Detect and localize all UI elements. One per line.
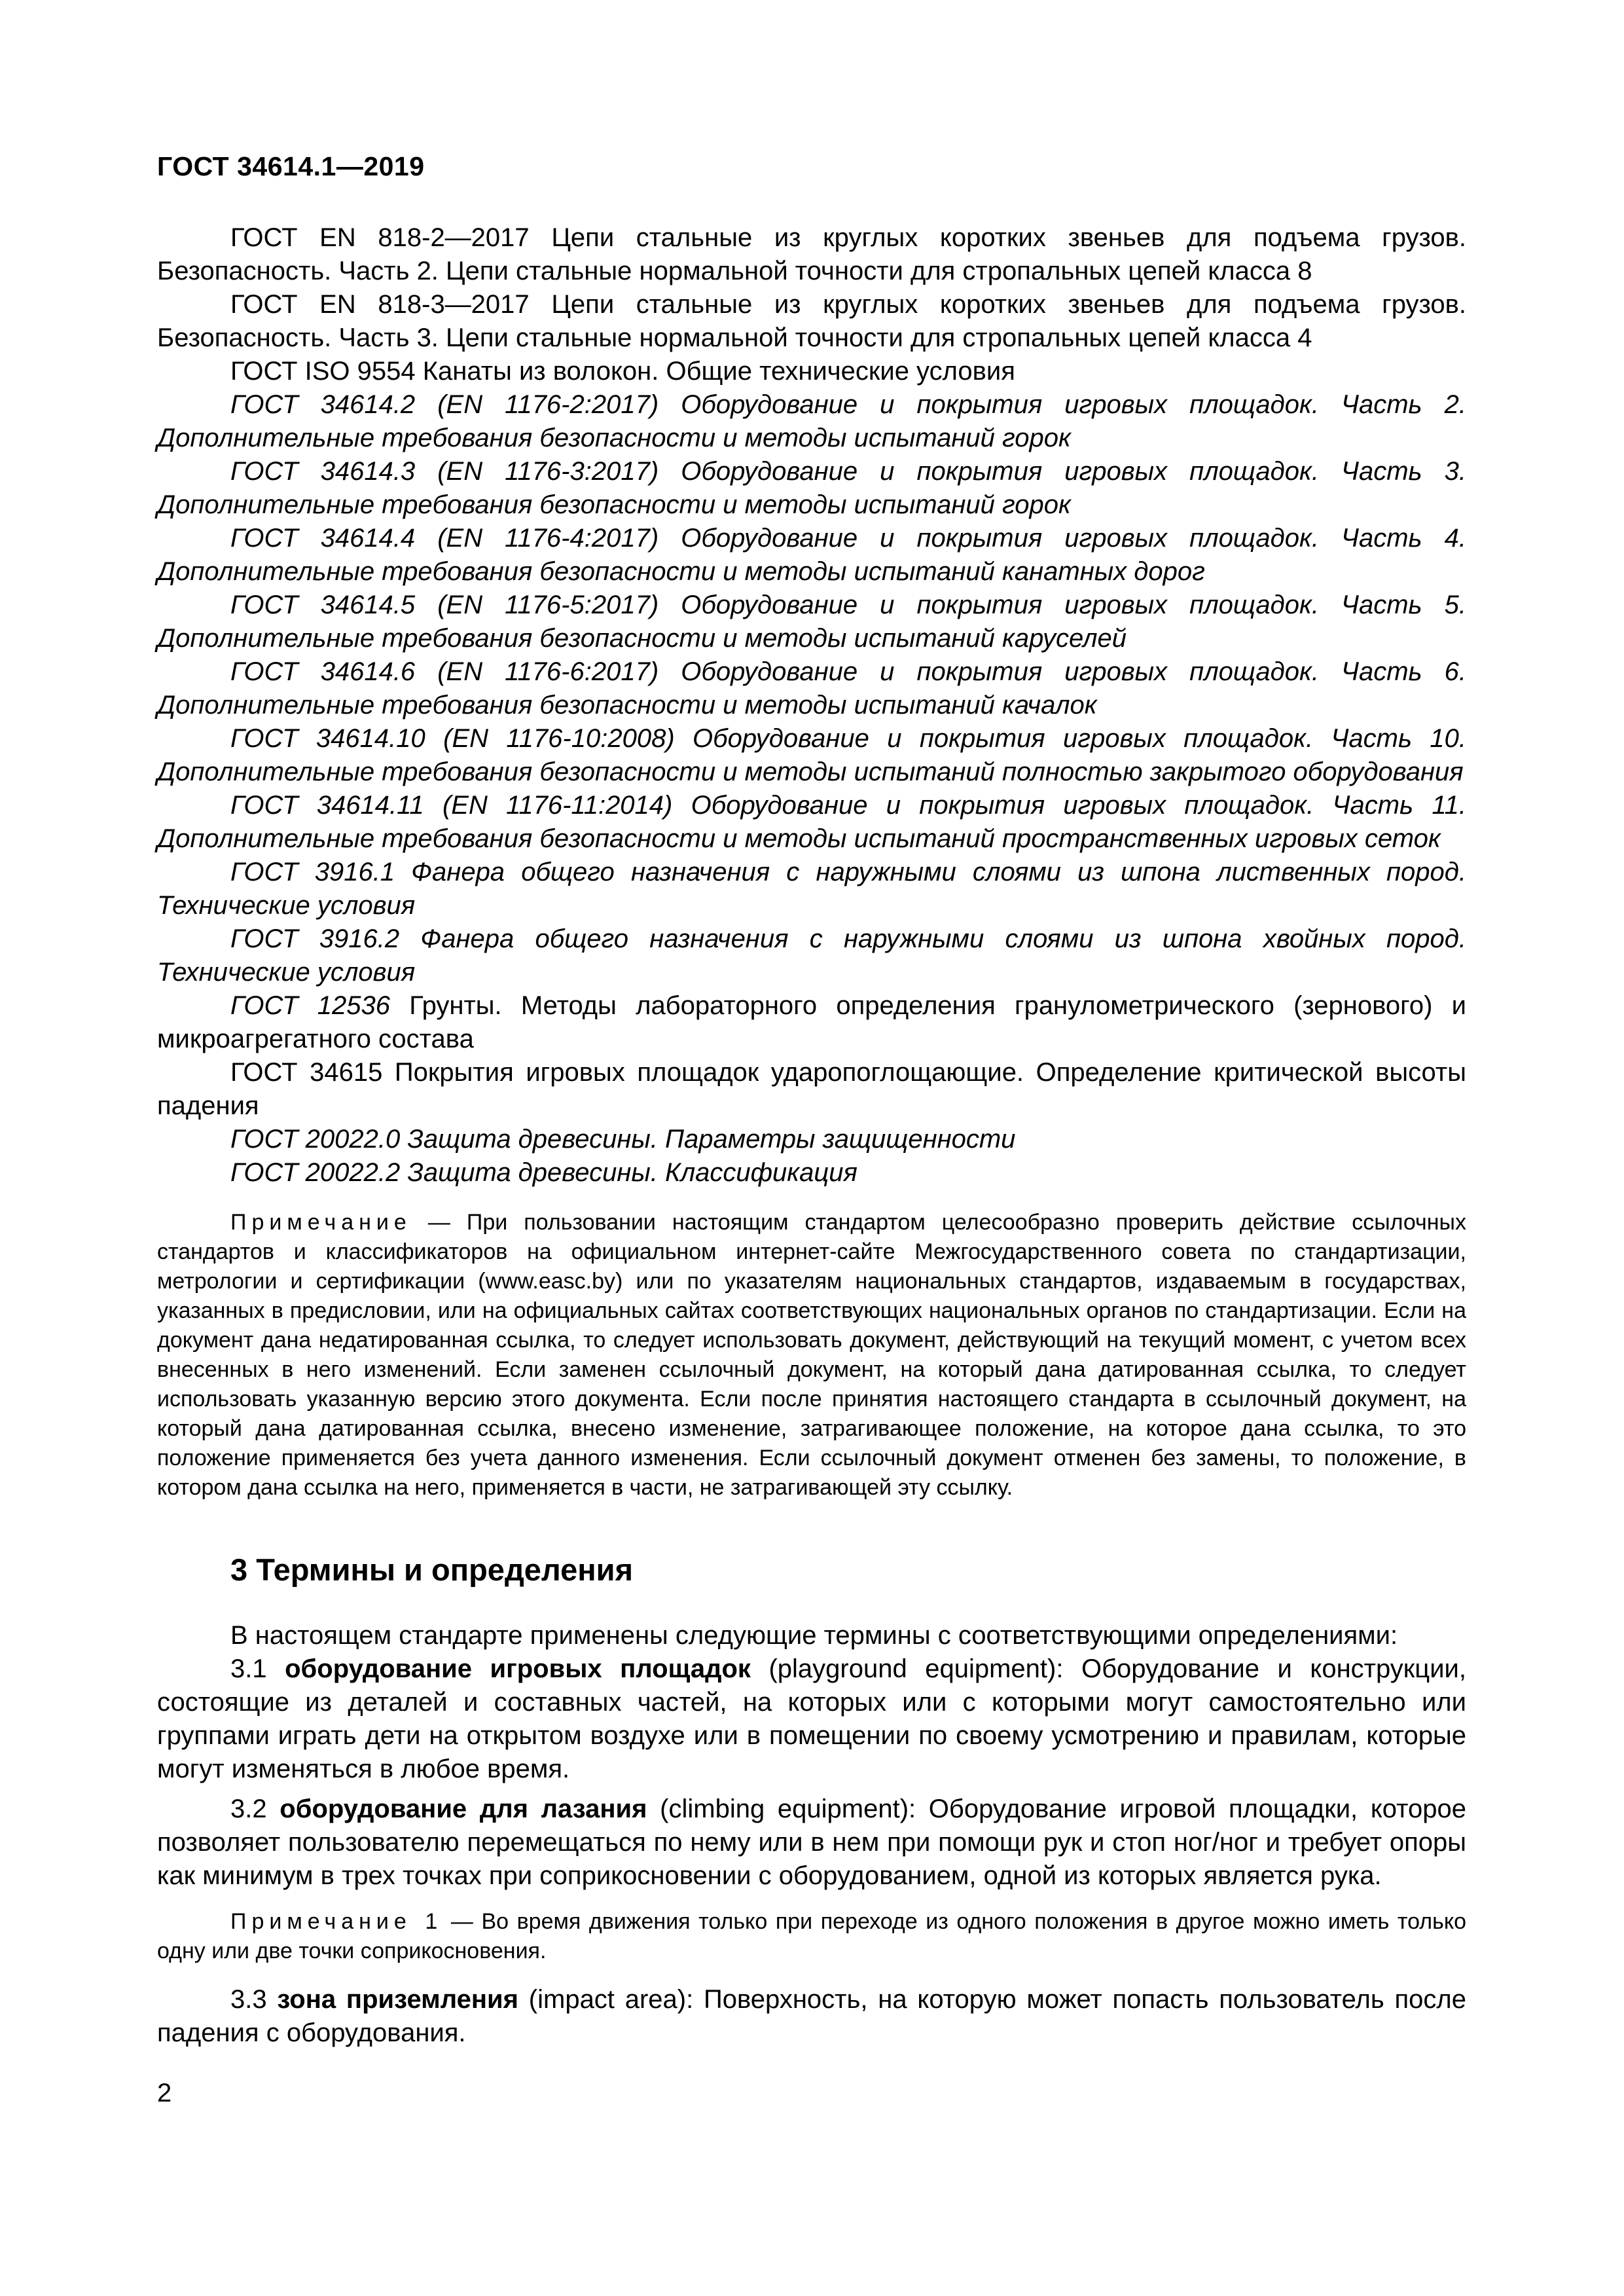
reference-title: Защита древесины. Классификация bbox=[400, 1158, 857, 1187]
note-label: Примечание bbox=[230, 1210, 412, 1235]
definition-term: оборудование игровых площадок bbox=[285, 1654, 751, 1683]
reference-entry bbox=[157, 989, 1466, 1056]
reference-entry bbox=[157, 221, 1466, 288]
reference-entry bbox=[157, 789, 1466, 856]
definition-term: зона приземления bbox=[277, 1985, 518, 2014]
definition-text: (playground equipment): Оборудование и конструкции, состоящие из деталей и составных частей, на которых или с которыми могут самостоятельно или группами играть дети на открытом воздухе или в помещении по своему усмотрению и правилам, которые могут изменяться в любое время. bbox=[157, 1654, 1466, 1783]
reference-title: Оборудование и покрытия игровых площадок. Часть 4. Дополнительные требования безопасности и методы испытаний канатных дорог bbox=[157, 524, 1466, 586]
reference-code: ГОСТ 3916.2 bbox=[230, 924, 400, 953]
reference-code: ГОСТ 34615 bbox=[230, 1058, 383, 1087]
reference-title: Цепи стальные из круглых коротких звеньев для подъема грузов. Безопасность. Часть 3. Цепи стальные нормальной точности для стропальных цепей класса 4 bbox=[157, 290, 1466, 352]
reference-title: Цепи стальные из круглых коротких звеньев для подъема грузов. Безопасность. Часть 2. Цепи стальные нормальной точности для стропальных цепей класса 8 bbox=[157, 223, 1466, 285]
definition-note bbox=[157, 1907, 1466, 1966]
reference-code: ГОСТ 34614.3 (EN 1176-3:2017) bbox=[230, 457, 659, 486]
note-text: — Во время движения только при переходе из одного положения в другое можно иметь только одну или две точки соприкосновения. bbox=[157, 1909, 1467, 1963]
definition-number: 3.2 bbox=[230, 1795, 280, 1823]
reference-entry bbox=[157, 355, 1466, 388]
reference-code: ГОСТ EN 818-2—2017 bbox=[230, 223, 530, 252]
reference-entry bbox=[157, 388, 1466, 455]
reference-entry bbox=[157, 922, 1466, 989]
reference-entry bbox=[157, 1156, 1466, 1190]
reference-code: ГОСТ EN 818-3—2017 bbox=[230, 290, 530, 319]
reference-title: Оборудование и покрытия игровых площадок. Часть 10. Дополнительные требования безопасности и методы испытаний полностью закрытого оборудования bbox=[157, 724, 1466, 786]
reference-title: Оборудование и покрытия игровых площадок. Часть 2. Дополнительные требования безопасности и методы испытаний горок bbox=[157, 390, 1466, 452]
references-note bbox=[157, 1208, 1466, 1503]
reference-code: ГОСТ 34614.4 (EN 1176-4:2017) bbox=[230, 524, 659, 553]
reference-entry bbox=[157, 655, 1466, 722]
definition-number: 3.1 bbox=[230, 1654, 285, 1683]
definition-text: (impact area): Поверхность, на которую может попасть пользователь после падения с оборудования. bbox=[157, 1985, 1467, 2047]
definition-item bbox=[157, 1652, 1466, 1786]
definition-term: оборудование для лазания bbox=[280, 1795, 647, 1823]
note-label: Примечание 1 bbox=[230, 1909, 443, 1934]
reference-code: ГОСТ 20022.2 bbox=[230, 1158, 401, 1187]
section-intro: В настоящем стандарте применены следующие термины с соответствующими определениями: bbox=[230, 1621, 1398, 1650]
reference-code: ГОСТ 34614.5 (EN 1176-5:2017) bbox=[230, 591, 659, 619]
reference-code: ГОСТ 34614.2 (EN 1176-2:2017) bbox=[230, 390, 659, 419]
document-header: ГОСТ 34614.1—2019 bbox=[157, 151, 425, 181]
reference-code: ГОСТ 34614.10 (EN 1176-10:2008) bbox=[230, 724, 675, 753]
reference-code: ГОСТ 3916.1 bbox=[230, 858, 395, 886]
reference-title: Канаты из волокон. Общие технические условия bbox=[415, 357, 1015, 386]
note-text: — При пользовании настоящим стандартом целесообразно проверить действие ссылочных стандартов и классификаторов на официальном интернет-сайте Межгосударственного совета по стандартизации, метрологии и сертификации (www.easc.by) или по указателям национальных стандартов, издаваемым в государствах, указанных в предисловии, или на официальных сайтах соответствующих национальных органов по стандартизации. Если на документ дана недатированная ссылка, то следует использовать документ, действующий на текущий момент, с учетом всех внесенных в него изменений. Если заменен ссылочный документ, на который дана датированная ссылка, то следует использовать указанную версию этого документа. Если после принятия настоящего стандарта в ссылочный документ, на который дана датированная ссылка, внесено изменение, затрагивающее положение, на которое дана ссылка, то это положение применяется без учета данного изменения. Если ссылочный документ отменен без замены, то положение, в котором дана ссылка на него, применяется в части, не затрагивающей эту ссылку. bbox=[157, 1210, 1466, 1500]
reference-title: Грунты. Методы лабораторного определения гранулометрического (зернового) и микроагрегатного состава bbox=[157, 991, 1466, 1053]
reference-entry bbox=[157, 455, 1466, 522]
reference-title: Оборудование и покрытия игровых площадок. Часть 3. Дополнительные требования безопасности и методы испытаний горок bbox=[157, 457, 1466, 519]
section-heading: 3 Термины и определения bbox=[230, 1552, 633, 1587]
reference-entry bbox=[157, 1056, 1466, 1123]
definition-item bbox=[157, 1793, 1466, 1893]
reference-title: Оборудование и покрытия игровых площадок. Часть 6. Дополнительные требования безопасности и методы испытаний качалок bbox=[157, 657, 1466, 720]
document-body bbox=[157, 221, 1466, 2050]
reference-entry bbox=[157, 856, 1466, 922]
reference-entry bbox=[157, 722, 1466, 789]
reference-code: ГОСТ 20022.0 bbox=[230, 1125, 401, 1154]
reference-code: ГОСТ ISO 9554 bbox=[230, 357, 416, 386]
page-number: 2 bbox=[157, 2079, 172, 2107]
definition-text: (climbing equipment): Оборудование игровой площадки, которое позволяет пользователю перемещаться по нему или в нем при помощи рук и стоп ног/ног и требует опоры как минимум в трех точках при соприкосновении с оборудованием, одной из которых является рука. bbox=[157, 1795, 1467, 1890]
definition-number: 3.3 bbox=[230, 1985, 278, 2014]
reference-code: ГОСТ 34614.11 (EN 1176-11:2014) bbox=[230, 791, 673, 820]
reference-title: Защита древесины. Параметры защищенности bbox=[400, 1125, 1016, 1154]
reference-code: ГОСТ 12536 bbox=[230, 991, 390, 1020]
reference-entry bbox=[157, 589, 1466, 655]
reference-title: Покрытия игровых площадок ударопоглощающие. Определение критической высоты падения bbox=[157, 1058, 1466, 1120]
reference-title: Фанера общего назначения с наружными слоями из шпона лиственных пород. Технические условия bbox=[157, 858, 1466, 920]
reference-title: Оборудование и покрытия игровых площадок. Часть 5. Дополнительные требования безопасности и методы испытаний каруселей bbox=[157, 591, 1466, 653]
reference-entry bbox=[157, 522, 1466, 589]
reference-entry bbox=[157, 1123, 1466, 1156]
definition-item bbox=[157, 1983, 1466, 2050]
reference-code: ГОСТ 34614.6 (EN 1176-6:2017) bbox=[230, 657, 659, 686]
reference-title: Оборудование и покрытия игровых площадок. Часть 11. Дополнительные требования безопасности и методы испытаний пространственных игровых сеток bbox=[157, 791, 1466, 853]
reference-entry bbox=[157, 288, 1466, 355]
reference-title: Фанера общего назначения с наружными слоями из шпона хвойных пород. Технические условия bbox=[157, 924, 1466, 987]
